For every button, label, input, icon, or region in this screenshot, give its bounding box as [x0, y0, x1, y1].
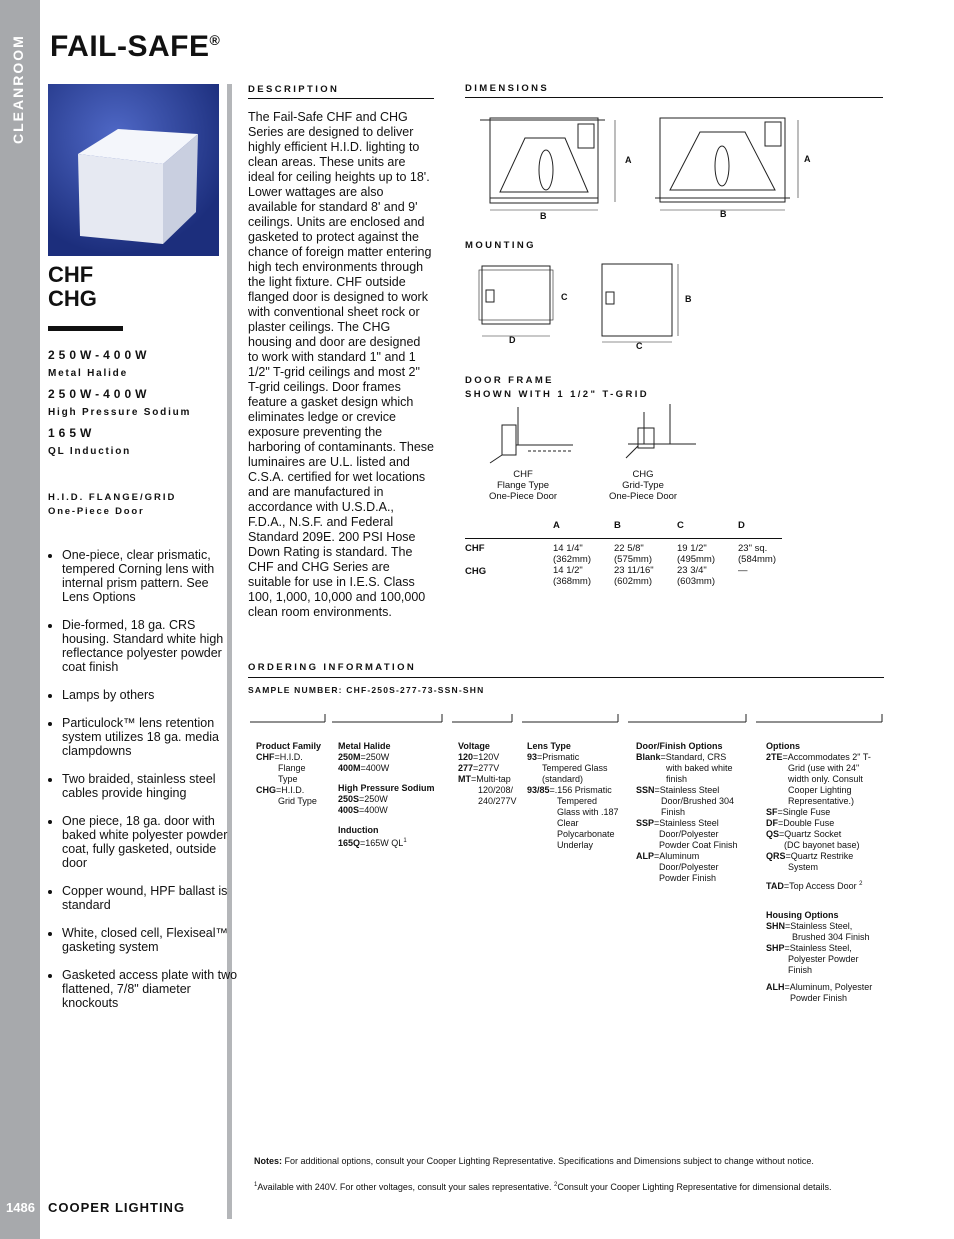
column-header: C: [677, 520, 684, 531]
feature-list: [46, 548, 238, 1024]
order-code: MT: [458, 774, 471, 784]
order-desc: Polycarbonate: [557, 829, 615, 839]
order-desc: Finish: [661, 807, 686, 817]
order-code: 2TE: [766, 752, 783, 762]
order-desc: Powder Finish: [790, 993, 848, 1003]
order-code: SSN: [636, 785, 655, 795]
list-item: • Gasketed access plate with two flattened, 7/8" diameter knockouts: [62, 968, 238, 1010]
spec-wattage: 165W: [48, 426, 96, 440]
order-code: 250M: [338, 752, 361, 762]
list-item: • Lamps by others: [62, 688, 238, 702]
order-desc: Door/Polyester: [659, 829, 719, 839]
table-cell: (368mm): [553, 576, 592, 587]
table-cell: (602mm): [614, 576, 653, 587]
model-chf: CHF: [48, 262, 94, 287]
dimensions-heading: DIMENSIONS: [465, 83, 550, 94]
order-desc: =120V: [473, 752, 500, 762]
order-desc: =Multi-tap: [471, 774, 511, 784]
order-desc: =Quartz Socket: [779, 829, 842, 839]
caption-line: CHG: [632, 469, 654, 480]
caption-line: Grid-Type: [622, 480, 664, 491]
caption-line: One-Piece Door: [608, 491, 678, 502]
table-cell: 22 5/8": [614, 543, 644, 554]
order-desc: =Stainless Steel,: [785, 921, 853, 931]
order-desc: =Prismatic: [537, 752, 580, 762]
table-header-row: [465, 520, 782, 532]
chg-door-frame-drawing: [598, 402, 698, 464]
dimensions-table: [465, 520, 782, 587]
notes-label: Notes:: [254, 1156, 283, 1166]
table-cell: 14 1/4": [553, 543, 583, 554]
order-desc: Underlay: [557, 840, 594, 850]
footnote-text: Consult your Cooper Lighting Representative for dimensional details.: [557, 1182, 832, 1192]
footnote-mark: 1: [403, 838, 407, 844]
order-desc: Finish: [788, 965, 813, 975]
table-cell: (575mm): [614, 554, 653, 565]
notes: [254, 1156, 854, 1193]
mount-label-c: C: [636, 341, 643, 351]
order-desc: 240/277V: [478, 796, 517, 806]
dim-label-a: A: [804, 154, 811, 164]
table-cell: 14 1/2": [553, 565, 583, 576]
order-desc: Glass with .187: [557, 807, 619, 817]
order-code: 250S: [338, 794, 360, 804]
mount-label-b: B: [685, 294, 692, 304]
fixture-illustration: [48, 84, 219, 256]
company-name: COOPER LIGHTING: [48, 1200, 186, 1215]
spec-lamp-type: QL Induction: [48, 446, 132, 457]
caption-line: CHF: [513, 469, 533, 480]
order-code: TAD: [766, 881, 784, 891]
order-box-title: Housing Options: [766, 910, 839, 920]
order-code: SSP: [636, 818, 655, 828]
chf-mounting-drawing: [478, 262, 558, 342]
order-desc: (standard): [542, 774, 584, 784]
list-item: • Two braided, stainless steel cables provide hinging: [62, 772, 238, 800]
spec-wattage: 250W-400W: [48, 387, 151, 401]
order-code: SF: [766, 807, 778, 817]
order-desc: =Standard, CRS: [660, 752, 727, 762]
mount-label-d: D: [509, 335, 516, 345]
order-desc: System: [788, 862, 819, 872]
page-number: 1486: [6, 1200, 35, 1215]
order-code: 400S: [338, 805, 360, 815]
order-lamp: [338, 741, 448, 849]
order-desc: Door/Polyester: [659, 862, 719, 872]
order-box-title: High Pressure Sodium: [338, 783, 435, 793]
table-cell: 23 3/4": [677, 565, 707, 576]
column-header: B: [614, 520, 621, 531]
order-code: ALP: [636, 851, 654, 861]
order-desc: =Top Access Door: [783, 881, 857, 891]
order-code: ALH: [766, 982, 785, 992]
table-cell: 23 11/16": [614, 565, 654, 576]
notes-text: For additional options, consult your Cooper Lighting Representative. Specifications and Dimensions subject to change without notice.: [282, 1156, 814, 1166]
list-item: • One piece, 18 ga. door with baked white polyester powder coat, fully gasketed, outside door: [62, 814, 238, 870]
order-desc: =400W: [360, 763, 390, 773]
order-desc: Cooper Lighting: [788, 785, 852, 795]
chf-caption: [488, 469, 558, 502]
list-item: • Copper wound, HPF ballast is standard: [62, 884, 238, 912]
footnote-mark: 1: [254, 1182, 258, 1188]
order-desc: =Single Fuse: [777, 807, 831, 817]
chf-door-frame-drawing: [488, 405, 578, 467]
caption-line: Flange Type: [496, 480, 550, 491]
order-code: 120: [458, 752, 474, 762]
table-cell: CHF: [465, 543, 485, 554]
title-text: FAIL-SAFE: [50, 30, 210, 63]
table-cell: (584mm): [738, 554, 777, 565]
order-code: 93/85: [527, 785, 550, 795]
mount-type: [48, 492, 176, 517]
order-code: SHN: [766, 921, 786, 931]
order-desc: =Double Fuse: [778, 818, 835, 828]
order-desc: =Stainless Steel,: [784, 943, 852, 953]
mount-label-c: C: [561, 292, 568, 302]
chg-mounting-drawing: [600, 262, 680, 346]
accent-bar: [48, 326, 123, 331]
spec-lamp-type: High Pressure Sodium: [48, 407, 192, 418]
order-desc: Flange: [278, 763, 306, 773]
list-item: • One-piece, clear prismatic, tempered Corning lens with internal prism pattern. See Lens Options: [62, 548, 238, 604]
order-desc: Polyester Powder: [788, 954, 859, 964]
order-desc: =Aluminum: [654, 851, 700, 861]
order-code: 165Q: [338, 838, 361, 848]
column-header: D: [738, 520, 745, 531]
order-code: QRS: [766, 851, 786, 861]
order-box-title: Lens Type: [527, 741, 571, 751]
table-row: [465, 565, 782, 587]
chg-dimension-drawing: [650, 110, 810, 225]
order-box-title: Metal Halide: [338, 741, 391, 751]
order-product-family: [256, 741, 332, 807]
order-desc: =Stainless Steel: [654, 785, 720, 795]
order-code: 277: [458, 763, 474, 773]
table-row: [465, 539, 782, 566]
column-header: [465, 520, 553, 532]
table-cell: (495mm): [677, 554, 716, 565]
table-cell: CHG: [465, 566, 487, 577]
order-desc: Powder Coat Finish: [659, 840, 738, 850]
product-photo: [48, 84, 219, 256]
description-heading: DESCRIPTION: [248, 84, 340, 95]
order-box-title: Induction: [338, 825, 379, 835]
order-desc: (DC bayonet base): [784, 840, 860, 850]
order-desc: Tempered: [557, 796, 598, 806]
order-desc: =Aluminum, Polyester: [784, 982, 873, 992]
order-desc: Type: [278, 774, 298, 784]
order-desc: width only. Consult: [788, 774, 863, 784]
dimensions-rule: [465, 97, 883, 98]
order-code: SHP: [766, 943, 785, 953]
order-box-title: Voltage: [458, 741, 490, 751]
description-text: The Fail-Safe CHF and CHG Series are designed to deliver highly efficient H.I.D. lighting to clean areas. These units are ideal for ceiling heights up to 18'. Lower wattages are also available for standard 8' and 9' ceilings. Units are enclosed and gasketed to protect against the chance of foreign matter entering high tech environments through the light fixture. CHF outside flanged door is designed to work with conventional sheet rock or plaster ceilings. The CHG housing and door are designed to work with standard 1" and 1 1/2" T-grid ceilings and most 2" T-grid ceilings. Door frames feature a gasket design which eliminates ledge or crevice exposure preventing the harboring of contaminants. These luminaires are U.L. listed and C.S.A. certified for wet locations and are manufactured in accordance with U.S.D.A., F.D.A., N.S.F. and Federal Standard 209E. 200 PSI Hose Down Rating is standard. The CHF and CHG Series are suitable for use in I.E.S. Class 100, 1,000, 10,000 and 100,000 clean room environments.: [248, 110, 434, 619]
mount-type-sub: One-Piece Door: [48, 506, 145, 517]
order-desc: Representative.): [788, 796, 855, 806]
sidebar: [0, 0, 40, 1239]
model-chg: CHG: [48, 286, 97, 311]
description-rule: [248, 98, 434, 99]
order-code: Blank: [636, 752, 661, 762]
dim-label-a: A: [625, 155, 632, 165]
order-desc: Powder Finish: [659, 873, 717, 883]
door-frame-subheading: SHOWN WITH 1 1/2" T-GRID: [465, 389, 650, 400]
footnote-mark: 2: [554, 1182, 558, 1188]
chg-caption: [606, 469, 680, 502]
order-code: QS: [766, 829, 780, 839]
order-code: CHG: [256, 785, 276, 795]
sidebar-category: [10, 36, 32, 156]
mount-type-head: H.I.D. FLANGE/GRID: [48, 492, 177, 503]
order-desc: with baked white: [666, 763, 733, 773]
table-cell: —: [738, 565, 748, 576]
mounting-heading: MOUNTING: [465, 240, 536, 251]
dim-label-b: B: [540, 211, 547, 221]
order-desc: 120/208/: [478, 785, 514, 795]
order-desc: =277V: [473, 763, 500, 773]
order-desc: =H.I.D.: [276, 785, 305, 795]
order-code: 400M: [338, 763, 361, 773]
table-cell: (362mm): [553, 554, 592, 565]
list-item: • Die-formed, 18 ga. CRS housing. Standard white high reflectance polyester powder coat finish: [62, 618, 238, 674]
dim-label-b: B: [720, 209, 727, 219]
order-desc: =Stainless Steel: [654, 818, 719, 828]
order-box-title: Options: [766, 741, 800, 751]
spec-wattage: 250W-400W: [48, 348, 151, 362]
order-voltage: [458, 741, 524, 807]
order-desc: Tempered Glass: [542, 763, 608, 773]
order-door-finish: [636, 741, 756, 884]
door-frame-heading: DOOR FRAME: [465, 375, 554, 386]
chf-dimension-drawing: [470, 110, 620, 225]
footnote-text: Available with 240V. For other voltages, consult your sales representative.: [257, 1182, 555, 1192]
page-title: [50, 30, 220, 64]
order-desc: Grid (use with 24": [788, 763, 860, 773]
sample-number: SAMPLE NUMBER: CHF-250S-277-73-SSN-SHN: [248, 685, 485, 695]
sidebar-category-label: CLEANROOM: [10, 34, 26, 144]
list-item: • Particulock™ lens retention system utilizes 18 ga. media clampdowns: [62, 716, 238, 758]
order-desc: =165W QL: [360, 838, 404, 848]
spec-lamp-type: Metal Halide: [48, 368, 128, 379]
order-lens: [527, 741, 627, 851]
order-desc: =250W: [360, 752, 390, 762]
table-cell: 19 1/2": [677, 543, 707, 554]
order-box-title: Door/Finish Options: [636, 741, 723, 751]
caption-line: One-Piece Door: [488, 491, 558, 502]
order-desc: finish: [666, 774, 688, 784]
ordering-heading: ORDERING INFORMATION: [248, 662, 417, 673]
order-desc: =Accommodates 2" T-: [782, 752, 871, 762]
column-header: A: [553, 520, 560, 531]
order-desc: Brushed 304 Finish: [792, 932, 870, 942]
order-desc: Door/Brushed 304: [661, 796, 735, 806]
order-desc: Grid Type: [278, 796, 317, 806]
order-options: [766, 741, 886, 1004]
registered-mark: ®: [209, 32, 221, 48]
order-desc: =400W: [359, 805, 388, 815]
table-cell: 23" sq.: [738, 543, 768, 554]
order-desc: =H.I.D.: [274, 752, 303, 762]
ordering-rule: [248, 677, 884, 678]
order-code: DF: [766, 818, 778, 828]
table-cell: (603mm): [677, 576, 716, 587]
footnote-mark: 2: [859, 881, 863, 887]
order-desc: =Quartz Restrike: [785, 851, 854, 861]
spec-list: [48, 348, 191, 457]
ordering-brackets: [248, 712, 888, 726]
order-code: CHF: [256, 752, 275, 762]
order-code: 93: [527, 752, 538, 762]
model-names: [48, 263, 97, 311]
list-item: • White, closed cell, Flexiseal™ gasketing system: [62, 926, 238, 954]
order-desc: =.156 Prismatic: [549, 785, 612, 795]
order-desc: =250W: [359, 794, 388, 804]
order-desc: Clear: [557, 818, 579, 828]
order-box-title: Product Family: [256, 741, 322, 751]
